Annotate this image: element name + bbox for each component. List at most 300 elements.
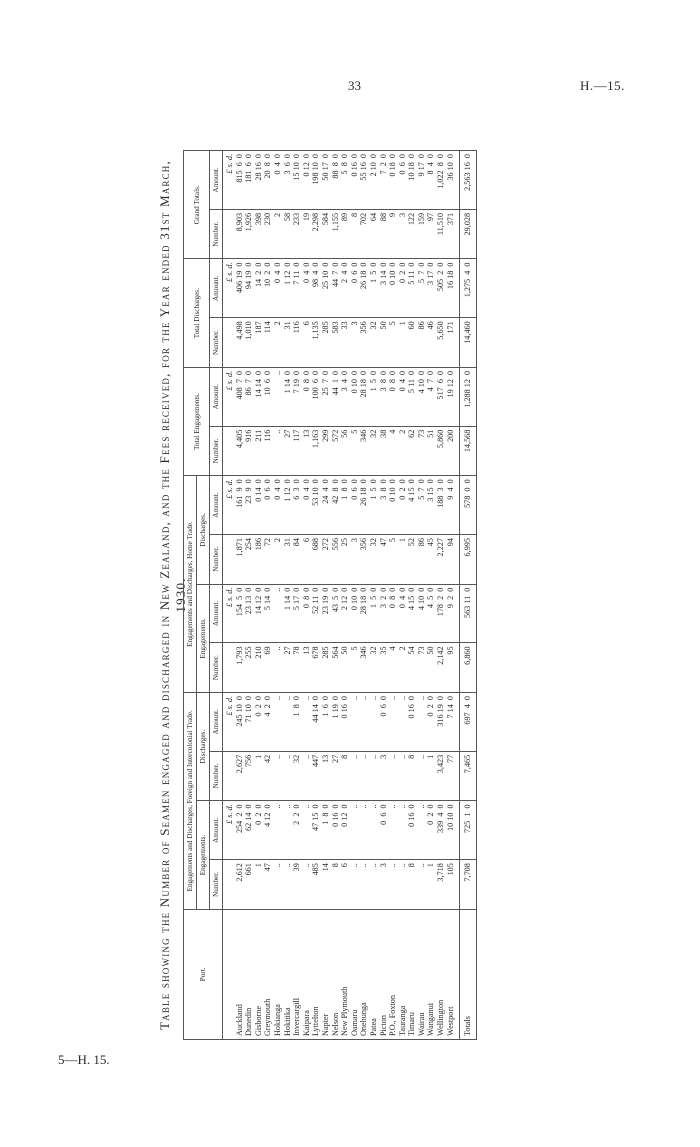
cell-number: 556 [331, 535, 341, 585]
table-row [235, 151, 245, 1040]
cell-amount: 0 10 0 [350, 584, 360, 643]
header-home-engagements: Engagements. [197, 584, 210, 692]
cell-number: 371 [446, 209, 456, 259]
unit-label: £ s. d. [223, 259, 235, 318]
cell-number: 32 [292, 751, 302, 801]
cell-number: 14,460 [460, 318, 477, 368]
cell-amount: 8 4 0 [426, 151, 436, 210]
cell-number: .. [398, 751, 408, 801]
cell-amount: 0 18 0 [388, 151, 398, 210]
cell-amount: 0 10 0 [388, 259, 398, 318]
cell-amount: .. [359, 692, 369, 751]
cell-amount: 161 9 0 [235, 476, 245, 535]
cell-number: 3,718 [436, 860, 446, 910]
cell-number: 1,163 [311, 426, 321, 476]
table-row [292, 151, 302, 1040]
cell-amount: 0 8 0 [388, 367, 398, 426]
cell-amount: 1,022 8 0 [436, 151, 446, 210]
cell-amount: 4 2 0 [263, 692, 273, 751]
cell-number: 73 [417, 426, 427, 476]
cell-number: 6 [302, 318, 312, 368]
cell-number: 29,028 [460, 209, 477, 259]
cell-amount: 0 4 0 [398, 584, 408, 643]
cell-number: .. [369, 751, 379, 801]
cell-number: 2,612 [235, 860, 245, 910]
cell-amount: 1 8 0 [321, 801, 331, 860]
table-row [369, 151, 379, 1040]
cell-amount: 9 2 0 [446, 584, 456, 643]
cell-number: .. [273, 860, 283, 910]
cell-number: .. [359, 751, 369, 801]
cell-amount: 5 11 0 [407, 367, 417, 426]
cell-number: 3,423 [436, 751, 446, 801]
cell-amount: 3 4 0 [340, 367, 350, 426]
port-name: Dunedin [244, 909, 254, 1039]
header-row-columns [210, 151, 223, 1040]
cell-amount: 316 19 0 [436, 692, 446, 751]
cell-number: .. [388, 860, 398, 910]
cell-amount: 0 6 0 [350, 259, 360, 318]
header-amount: Amount. [210, 259, 223, 318]
port-name: New Plymouth [340, 909, 350, 1039]
cell-amount: 1 5 0 [369, 476, 379, 535]
cell-amount: 19 12 0 [446, 367, 456, 426]
unit-spacer [223, 860, 235, 910]
table-row [436, 151, 446, 1040]
cell-amount: 1 5 0 [369, 259, 379, 318]
cell-number: 1 [254, 751, 264, 801]
cell-number: 285 [321, 318, 331, 368]
cell-amount: 28 18 0 [359, 367, 369, 426]
cell-amount: 1 12 0 [283, 476, 293, 535]
cell-number: 31 [283, 318, 293, 368]
cell-number: 2 [273, 209, 283, 259]
cell-number: .. [369, 860, 379, 910]
cell-amount: 3 15 0 [426, 476, 436, 535]
cell-amount: 2,563 16 0 [460, 151, 477, 210]
header-number: Number. [210, 426, 223, 476]
cell-amount: 815 6 0 [235, 151, 245, 210]
cell-amount: 245 10 0 [235, 692, 245, 751]
table-row [321, 151, 331, 1040]
table-row [302, 151, 312, 1040]
cell-number: 485 [311, 860, 321, 910]
cell-amount: 725 1 0 [460, 801, 477, 860]
cell-number: 2,627 [235, 751, 245, 801]
cell-number: 47 [379, 535, 389, 585]
cell-number: 2 [398, 426, 408, 476]
cell-number: 1,793 [235, 643, 245, 693]
cell-amount: 0 12 0 [302, 151, 312, 210]
cell-number: 916 [244, 426, 254, 476]
cell-number: 32 [369, 643, 379, 693]
cell-number: .. [350, 751, 360, 801]
header-number: Number. [210, 751, 223, 801]
cell-number: 186 [254, 535, 264, 585]
cell-number: 13 [302, 643, 312, 693]
cell-amount: 0 8 0 [302, 367, 312, 426]
cell-number: 1,871 [235, 535, 245, 585]
cell-number: 19 [302, 209, 312, 259]
seamen-fees-table [183, 150, 477, 1040]
cell-number: 356 [359, 318, 369, 368]
cell-number: 1,926 [244, 209, 254, 259]
cell-number: 97 [426, 209, 436, 259]
cell-number: 272 [321, 535, 331, 585]
port-name: Nelson [331, 909, 341, 1039]
cell-amount: 10 6 0 [263, 367, 273, 426]
cell-number: 6,860 [460, 643, 477, 693]
cell-amount: 0 6 0 [398, 151, 408, 210]
cell-amount: 0 4 0 [273, 476, 283, 535]
cell-amount: 0 2 0 [254, 801, 264, 860]
cell-amount: .. [273, 367, 283, 426]
cell-number: 678 [311, 643, 321, 693]
unit-label: £ s. d. [223, 151, 235, 210]
cell-number: .. [398, 860, 408, 910]
cell-amount: 0 4 0 [398, 367, 408, 426]
cell-amount: 178 2 0 [436, 584, 446, 643]
header-number: Number. [210, 643, 223, 693]
table-row [417, 151, 427, 1040]
cell-amount: 7 14 0 [446, 692, 456, 751]
cell-amount: 0 10 0 [388, 476, 398, 535]
port-name: Tauranga [398, 909, 408, 1039]
cell-amount: 6 3 0 [292, 476, 302, 535]
cell-amount: 98 4 0 [311, 259, 321, 318]
cell-number: 4 [388, 426, 398, 476]
cell-amount: 100 6 0 [311, 367, 321, 426]
cell-amount: 42 8 0 [331, 476, 341, 535]
rotated-table-page [157, 150, 662, 1040]
cell-number: 94 [446, 535, 456, 585]
cell-amount: 0 16 0 [340, 692, 350, 751]
cell-number: 299 [321, 426, 331, 476]
cell-number: 35 [379, 643, 389, 693]
unit-label: £ s. d. [223, 801, 235, 860]
header-amount: Amount. [210, 692, 223, 751]
footer-reference: 5—H. 15. [58, 1052, 110, 1067]
cell-amount: 44 14 0 [311, 692, 321, 751]
cell-number: 9 [388, 209, 398, 259]
cell-amount: 188 3 0 [436, 476, 446, 535]
cell-amount: 20 8 0 [263, 151, 273, 210]
cell-amount: 0 2 0 [254, 692, 264, 751]
cell-number: .. [417, 860, 427, 910]
cell-number: 14 [321, 860, 331, 910]
cell-number: 187 [254, 318, 264, 368]
cell-number: .. [388, 751, 398, 801]
cell-amount: 4 10 0 [417, 367, 427, 426]
cell-amount: 2 10 0 [369, 151, 379, 210]
cell-number: 60 [407, 318, 417, 368]
cell-amount: 47 15 0 [311, 801, 321, 860]
cell-amount: 28 16 0 [254, 151, 264, 210]
cell-amount: 86 7 0 [244, 367, 254, 426]
cell-amount: 2 2 0 [292, 801, 302, 860]
cell-amount: 2 4 0 [340, 259, 350, 318]
cell-amount: 1 19 0 [331, 692, 341, 751]
table-row [426, 151, 436, 1040]
cell-number: 88 [379, 209, 389, 259]
cell-amount: .. [417, 801, 427, 860]
cell-number: 200 [446, 426, 456, 476]
cell-amount: 52 11 0 [311, 584, 321, 643]
cell-number: 583 [331, 318, 341, 368]
cell-amount: 25 10 0 [321, 259, 331, 318]
port-name: Totals [460, 909, 477, 1039]
cell-number: 159 [417, 209, 427, 259]
cell-number: 447 [311, 751, 321, 801]
port-name: Lyttelton [311, 909, 321, 1039]
cell-amount: 578 0 0 [460, 476, 477, 535]
port-name: Hokianga [273, 909, 283, 1039]
cell-amount: 697 4 0 [460, 692, 477, 751]
cell-number: 13 [321, 751, 331, 801]
cell-amount: .. [359, 801, 369, 860]
cell-number: 32 [369, 426, 379, 476]
cell-number: 230 [263, 209, 273, 259]
cell-number: 56 [340, 426, 350, 476]
cell-amount: 0 6 0 [379, 692, 389, 751]
cell-amount: 0 2 0 [398, 476, 408, 535]
header-port: Port. [184, 909, 223, 1039]
cell-amount: 3 17 0 [426, 259, 436, 318]
cell-amount: 563 11 0 [460, 584, 477, 643]
cell-number: 54 [407, 643, 417, 693]
cell-number: 5 [350, 426, 360, 476]
cell-amount: 154 5 0 [235, 584, 245, 643]
port-name: Timaru [407, 909, 417, 1039]
cell-amount: .. [273, 692, 283, 751]
cell-number: .. [359, 860, 369, 910]
cell-amount: 3 2 0 [379, 584, 389, 643]
cell-number: 5 [388, 318, 398, 368]
port-name: Greymouth [263, 909, 273, 1039]
cell-amount: .. [388, 801, 398, 860]
table-row [254, 151, 264, 1040]
cell-amount: 0 6 0 [350, 476, 360, 535]
port-name: Picton [379, 909, 389, 1039]
cell-amount: 10 10 0 [446, 801, 456, 860]
table-row [407, 151, 417, 1040]
cell-number: 45 [426, 535, 436, 585]
table-row [398, 151, 408, 1040]
header-amount: Amount. [210, 151, 223, 210]
cell-number: 5,860 [436, 426, 446, 476]
cell-number: 7,465 [460, 751, 477, 801]
cell-amount: 339 4 0 [436, 801, 446, 860]
cell-amount: .. [273, 801, 283, 860]
cell-number: 4 [388, 643, 398, 693]
cell-amount: 10 2 0 [263, 259, 273, 318]
header-foreign-engagements: Engagements. [197, 801, 210, 909]
table-row [350, 151, 360, 1040]
cell-amount: 0 14 0 [254, 476, 264, 535]
port-name: Kaipara [302, 909, 312, 1039]
cell-amount: 7 19 0 [292, 367, 302, 426]
unit-label: £ s. d. [223, 692, 235, 751]
cell-number: 1 [426, 860, 436, 910]
cell-number: 122 [407, 209, 417, 259]
cell-number: 62 [407, 426, 417, 476]
cell-amount: 0 4 0 [302, 476, 312, 535]
cell-number: 5 [350, 643, 360, 693]
header-foreign-trade: Engagements and Discharges, Foreign and Intercolonial Trade. [184, 692, 197, 909]
cell-amount: 0 16 0 [350, 151, 360, 210]
cell-amount: 10 18 0 [407, 151, 417, 210]
cell-number: 105 [446, 860, 456, 910]
cell-amount: .. [283, 801, 293, 860]
cell-number: 1,155 [331, 209, 341, 259]
cell-number: 2,227 [436, 535, 446, 585]
header-number: Number. [210, 535, 223, 585]
cell-number: 5,650 [436, 318, 446, 368]
header-amount: Amount. [210, 584, 223, 643]
unit-spacer [223, 535, 235, 585]
cell-number: 25 [340, 535, 350, 585]
cell-number: 27 [283, 426, 293, 476]
cell-amount: 1 5 0 [369, 367, 379, 426]
cell-amount: 4 15 0 [407, 584, 417, 643]
cell-amount: 408 7 0 [235, 367, 245, 426]
cell-number: 50 [379, 318, 389, 368]
table-row [263, 151, 273, 1040]
cell-amount: 50 17 0 [321, 151, 331, 210]
table-row [359, 151, 369, 1040]
cell-amount: 16 18 0 [446, 259, 456, 318]
cell-amount: 53 10 0 [311, 476, 321, 535]
table-row [311, 151, 321, 1040]
cell-amount: 4 10 0 [417, 584, 427, 643]
cell-number: 13 [302, 426, 312, 476]
cell-amount: 0 12 0 [340, 801, 350, 860]
cell-amount: 5 17 0 [292, 584, 302, 643]
cell-number: 702 [359, 209, 369, 259]
port-name: Gisborne [254, 909, 264, 1039]
cell-amount: 0 4 0 [302, 259, 312, 318]
cell-number: 2,142 [436, 643, 446, 693]
cell-amount: .. [273, 584, 283, 643]
cell-number: 8 [331, 860, 341, 910]
cell-number: 398 [254, 209, 264, 259]
cell-amount: 1 5 0 [369, 584, 379, 643]
cell-amount: .. [302, 801, 312, 860]
header-grand-totals: Grand Totals. [184, 151, 210, 259]
header-total-discharges: Total Discharges. [184, 259, 210, 367]
cell-amount: 0 10 0 [350, 367, 360, 426]
cell-number: 3 [379, 860, 389, 910]
cell-amount: .. [417, 692, 427, 751]
unit-label: £ s. d. [223, 584, 235, 643]
cell-number: 8 [407, 751, 417, 801]
cell-number: 50 [340, 643, 350, 693]
unit-spacer [223, 318, 235, 368]
cell-number: 114 [263, 318, 273, 368]
table-body [223, 151, 477, 1040]
cell-number: 756 [244, 751, 254, 801]
cell-amount: 0 4 0 [273, 151, 283, 210]
port-name: Wairau [417, 909, 427, 1039]
cell-amount: 88 8 0 [331, 151, 341, 210]
port-name: Westport [446, 909, 456, 1039]
header-home-discharges: Discharges. [197, 476, 210, 584]
cell-amount: .. [350, 692, 360, 751]
cell-number: .. [273, 426, 283, 476]
cell-number: 1,135 [311, 318, 321, 368]
cell-number: .. [273, 751, 283, 801]
port-name: Oamaru [350, 909, 360, 1039]
cell-amount: 23 13 0 [244, 584, 254, 643]
cell-number: 3 [350, 318, 360, 368]
cell-number: 14,568 [460, 426, 477, 476]
cell-number: 33 [340, 318, 350, 368]
cell-number: 3 [379, 751, 389, 801]
cell-number: 77 [446, 751, 456, 801]
unit-spacer [223, 209, 235, 259]
cell-number: 6 [340, 860, 350, 910]
cell-number: 7,708 [460, 860, 477, 910]
cell-number: 1 [398, 318, 408, 368]
cell-amount: 25 7 0 [321, 367, 331, 426]
cell-amount: 3 14 0 [379, 259, 389, 318]
cell-number: 3 [350, 535, 360, 585]
cell-amount: 3 8 0 [379, 367, 389, 426]
cell-amount: 0 6 0 [263, 476, 273, 535]
cell-amount: 26 18 0 [359, 476, 369, 535]
table-title: Table showing the Number of Seamen engaged and discharged in New Zealand, and the Fees received, for the Year ended 31st March, 1930. [157, 160, 188, 1030]
units-row [223, 151, 235, 1040]
cell-number: 3 [398, 209, 408, 259]
cell-number: 42 [263, 751, 273, 801]
cell-amount: 1 8 0 [292, 692, 302, 751]
cell-amount: 505 2 0 [436, 259, 446, 318]
cell-amount: 3 6 0 [283, 151, 293, 210]
cell-number: 86 [417, 535, 427, 585]
port-name: Auckland [235, 909, 245, 1039]
port-name: Patea [369, 909, 379, 1039]
cell-number: 210 [254, 643, 264, 693]
cell-number: .. [302, 751, 312, 801]
port-name: Hokitika [283, 909, 293, 1039]
table-row [388, 151, 398, 1040]
cell-number: 255 [244, 643, 254, 693]
table-row [244, 151, 254, 1040]
cell-number: 32 [369, 318, 379, 368]
cell-number: 2 [273, 318, 283, 368]
cell-amount: 5 7 0 [417, 259, 427, 318]
cell-amount: 44 1 0 [331, 367, 341, 426]
cell-amount: 254 2 0 [235, 801, 245, 860]
cell-amount: 24 4 0 [321, 476, 331, 535]
cell-amount: 1 8 0 [340, 476, 350, 535]
table-row [446, 151, 456, 1040]
cell-number: 39 [292, 860, 302, 910]
page-number: 33 [348, 78, 361, 93]
cell-amount: 43 5 0 [331, 584, 341, 643]
cell-number: 1 [254, 860, 264, 910]
cell-number: 38 [379, 426, 389, 476]
cell-number: 2 [398, 643, 408, 693]
cell-number: .. [283, 860, 293, 910]
cell-number: 11,510 [436, 209, 446, 259]
cell-amount: 1 14 0 [283, 367, 293, 426]
cell-amount: .. [369, 801, 379, 860]
cell-number: 688 [311, 535, 321, 585]
cell-amount: 0 2 0 [426, 801, 436, 860]
cell-amount: 36 10 0 [446, 151, 456, 210]
cell-number: 8 [340, 751, 350, 801]
